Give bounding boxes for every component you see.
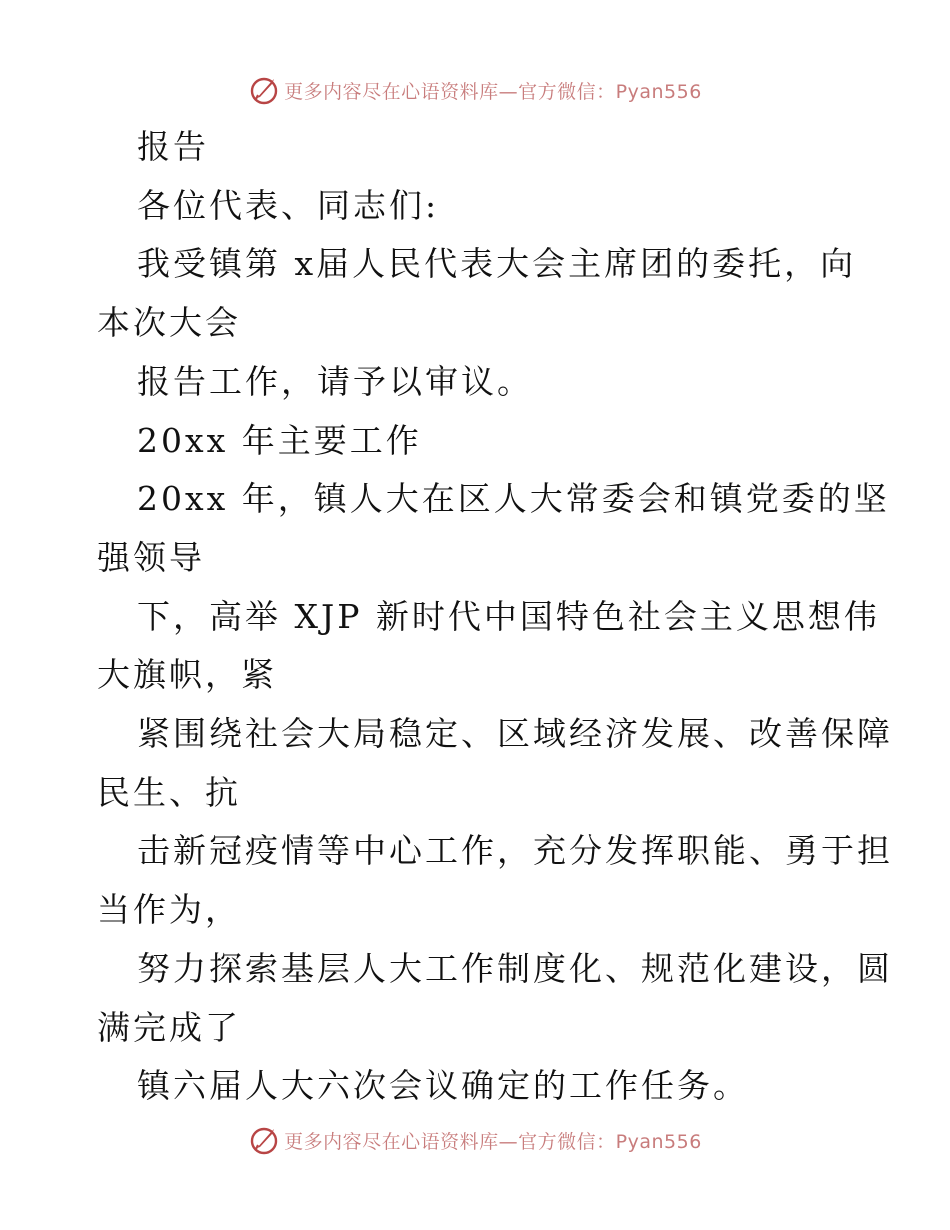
text-line: 本次大会	[97, 303, 241, 343]
text-line: 报告工作，请予以审议。	[137, 361, 533, 401]
text-line: 报告	[137, 127, 209, 166]
text-line: 努力探索基层人大工作制度化、规范化建设，圆	[137, 948, 893, 988]
footer-banner-text: 更多内容尽在心语资料库—官方微信：Pyan556	[284, 1130, 702, 1153]
quill-logo-icon	[248, 1124, 280, 1156]
text-line: 民生、抗	[97, 772, 241, 812]
quill-logo-icon	[248, 74, 280, 106]
text-line: 各位代表、同志们:	[137, 185, 440, 225]
text-line: 镇六届人大六次会议确定的工作任务。	[137, 1066, 749, 1106]
text-line: 当作为，	[97, 890, 241, 930]
text-line: 我受镇第 x届人民代表大会主席团的委托，向	[137, 244, 857, 284]
document-body	[97, 118, 893, 1116]
footer-banner	[0, 1120, 950, 1160]
text-line: 满完成了	[97, 1007, 241, 1047]
text-line: 下，高举 XJP 新时代中国特色社会主义思想伟	[137, 596, 880, 636]
text-line: 紧围绕社会大局稳定、区域经济发展、改善保障	[137, 714, 893, 754]
text-line: 强领导	[97, 537, 205, 577]
text-line: 20xx 年主要工作	[137, 420, 422, 460]
text-line: 大旗帜，紧	[97, 655, 277, 695]
header-banner-text: 更多内容尽在心语资料库—官方微信：Pyan556	[284, 80, 702, 103]
text-line: 20xx 年，镇人大在区人大常委会和镇党委的坚	[137, 479, 890, 519]
header-banner	[0, 70, 950, 110]
text-line: 击新冠疫情等中心工作，充分发挥职能、勇于担	[137, 831, 893, 871]
